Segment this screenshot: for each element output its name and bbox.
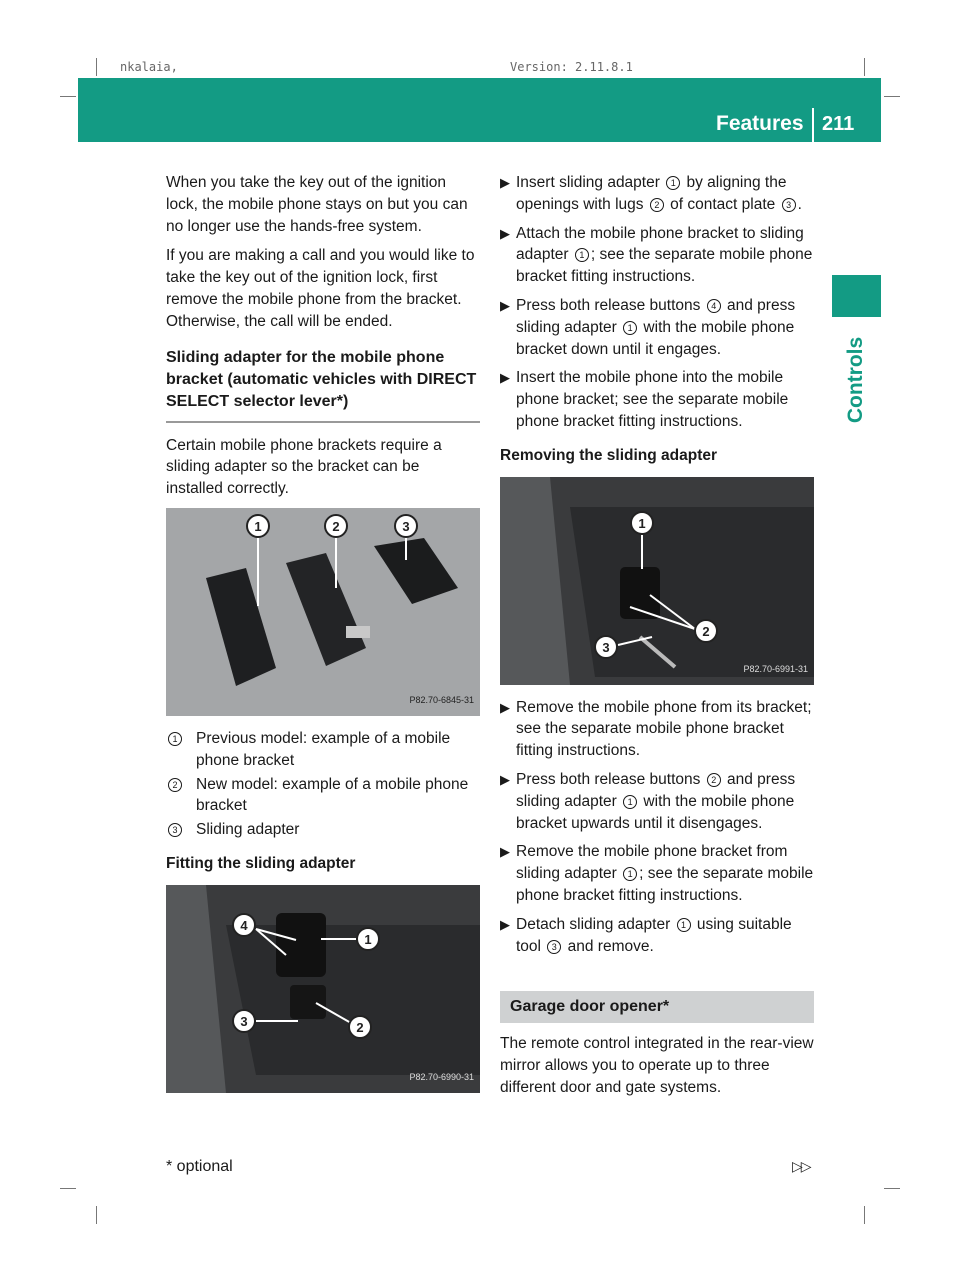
crop-mark	[60, 96, 76, 97]
crop-mark	[884, 96, 900, 97]
arrow-icon: ▶	[500, 370, 510, 386]
step: ▶ Press both release buttons 4 and press sliding adapter 1 with the mobile phone bracket down until it engages.	[500, 295, 814, 360]
figure-fitting	[166, 885, 480, 1093]
legend	[166, 728, 480, 841]
paragraph: When you take the key out of the ignition lock, the mobile phone stays on but you can no longer use the hands-free system.	[166, 174, 468, 235]
side-tab-marker	[832, 275, 881, 317]
step: ▶ Insert the mobile phone into the mobile phone bracket; see the separate mobile phone bracket fitting instructions.	[500, 367, 814, 432]
footnote: * optional	[166, 1158, 233, 1175]
arrow-icon: ▶	[500, 844, 510, 860]
page-title: Features	[716, 112, 804, 135]
svg-text:3: 3	[602, 639, 610, 655]
doc-creator: nkalaia,	[120, 60, 178, 74]
svg-text:3: 3	[240, 1013, 248, 1029]
next-page-icon: ▷▷	[792, 1158, 810, 1174]
svg-text:1: 1	[254, 518, 262, 534]
side-tab-label: Controls	[844, 336, 867, 424]
arrow-icon: ▶	[500, 699, 510, 715]
section-title: Sliding adapter for the mobile phone bracket (automatic vehicles with DIRECT SELECT selector lever*)	[166, 347, 480, 423]
legend-item: 3 Sliding adapter	[166, 819, 480, 841]
doc-version: Version: 2.11.8.1	[510, 60, 633, 74]
paragraph: The remote control integrated in the rear-view mirror allows you to operate up to three different door and gate systems.	[500, 1035, 814, 1096]
step: ▶ Attach the mobile phone bracket to sliding adapter 1 ; see the separate mobile phone bracket fitting instructions.	[500, 223, 814, 288]
arrow-icon: ▶	[500, 297, 510, 313]
paragraph: If you are making a call and you would like to take the key out of the ignition lock, first remove the mobile phone from the bracket. Otherwise, the call will be ended.	[166, 247, 475, 330]
figure-code: P82.70-6991-31	[743, 663, 808, 674]
svg-text:1: 1	[638, 515, 646, 531]
step: ▶ Detach sliding adapter 1 using suitable tool 3 and remove.	[500, 914, 814, 958]
step: ▶ Insert sliding adapter 1 by aligning the openings with lugs 2 of contact plate 3 .	[500, 172, 814, 216]
svg-text:4: 4	[240, 917, 248, 933]
right-column	[500, 172, 814, 1107]
figure-code: P82.70-6845-31	[409, 695, 474, 706]
step: ▶ Remove the mobile phone from its bracket; see the separate mobile phone bracket fitting instructions.	[500, 697, 814, 762]
step: ▶ Remove the mobile phone bracket from sliding adapter 1 ; see the separate mobile phone bracket fitting instructions.	[500, 841, 814, 906]
left-column	[166, 172, 480, 1105]
svg-text:3: 3	[402, 518, 410, 534]
figure-code: P82.70-6990-31	[409, 1071, 474, 1082]
crop-mark	[864, 58, 865, 76]
arrow-icon: ▶	[500, 771, 510, 787]
subheading-removing: Removing the sliding adapter	[500, 446, 718, 464]
crop-mark	[96, 1206, 97, 1224]
svg-text:2: 2	[332, 518, 340, 534]
step: ▶ Press both release buttons 2 and press sliding adapter 1 with the mobile phone bracket upwards until it disengages.	[500, 769, 814, 834]
legend-item: 1 Previous model: example of a mobile phone bracket	[166, 728, 480, 772]
removing-illustration	[500, 477, 814, 685]
header-separator	[812, 108, 814, 142]
crop-mark	[864, 1206, 865, 1224]
page-number: 211	[822, 113, 855, 135]
figure-brackets	[166, 508, 480, 716]
brackets-illustration	[166, 508, 480, 716]
crop-mark	[96, 58, 97, 76]
subheading-fitting: Fitting the sliding adapter	[166, 854, 356, 872]
arrow-icon: ▶	[500, 175, 510, 190]
arrow-icon: ▶	[500, 916, 510, 932]
svg-text:2: 2	[702, 623, 710, 639]
svg-text:1: 1	[364, 931, 372, 947]
section-title-garage: Garage door opener*	[500, 991, 814, 1023]
svg-text:2: 2	[356, 1019, 364, 1035]
crop-mark	[60, 1188, 76, 1189]
paragraph: Certain mobile phone brackets require a sliding adapter so the bracket can be installed correctly.	[166, 436, 442, 498]
figure-removing	[500, 477, 814, 685]
legend-item: 2 New model: example of a mobile phone bracket	[166, 774, 480, 818]
fitting-illustration	[166, 885, 480, 1093]
crop-mark	[884, 1188, 900, 1189]
arrow-icon: ▶	[500, 225, 510, 241]
